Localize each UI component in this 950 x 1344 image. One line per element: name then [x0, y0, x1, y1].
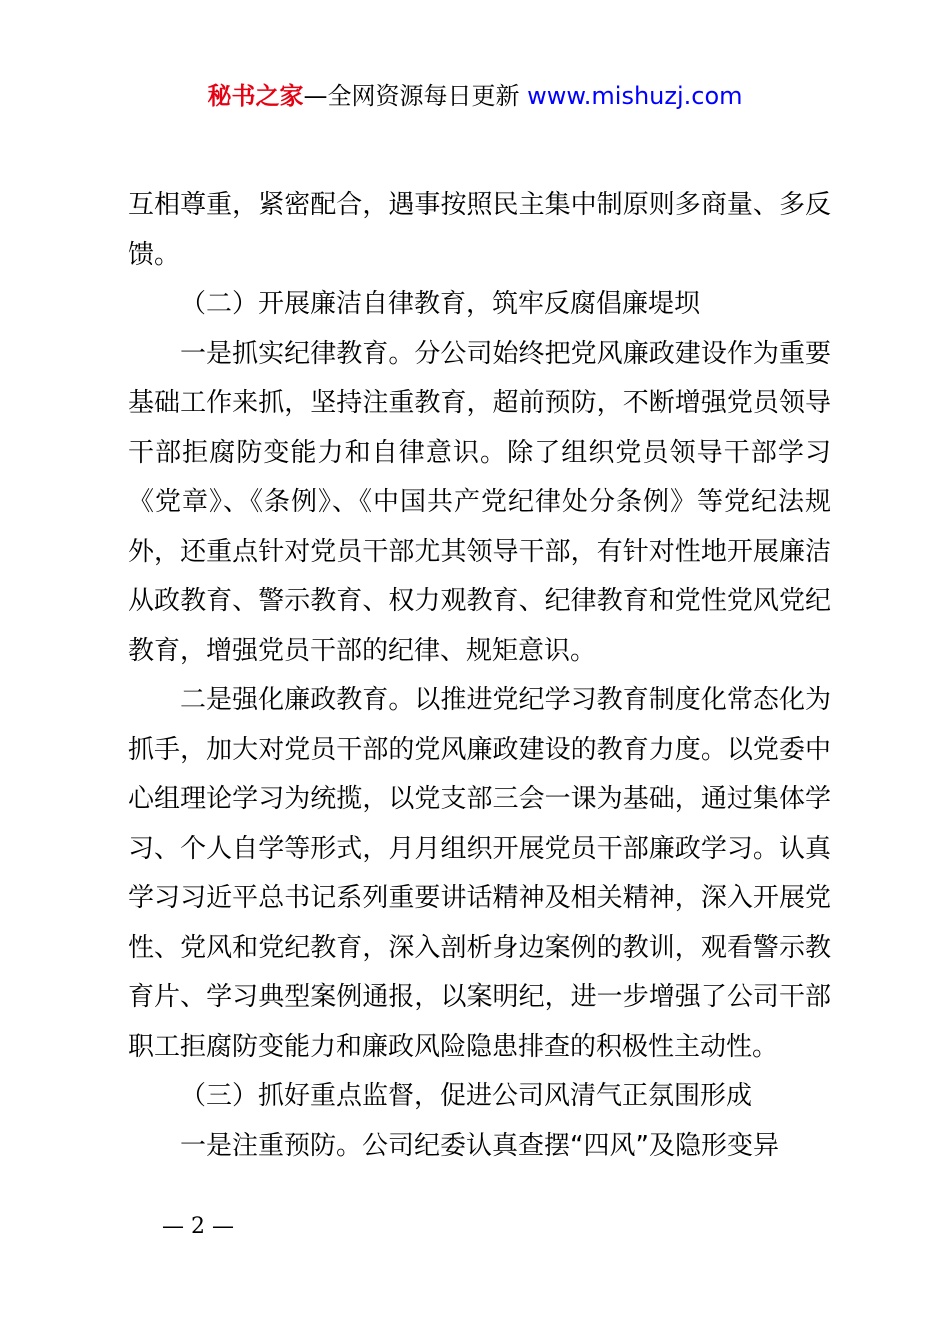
section-heading-2: （二）开展廉洁自律教育，筑牢反腐倡廉堤坝	[180, 289, 701, 319]
document-body	[128, 181, 831, 1171]
paragraph-prevention: 一是注重预防。公司纪委认真查摆“四风”及隐形变异	[180, 1130, 779, 1161]
site-brand-name: 秘书之家	[207, 82, 304, 110]
site-banner	[0, 80, 950, 112]
paragraph-integrity-education: 二是强化廉政教育。以推进党纪学习教育制度化常态化为抓手，加大对党员干部的党风廉政建设的教育力度。以党委中心组理论学习为统揽，以党支部三会一课为基础，通过集体学习、个人自学等形式，月月组织开展党员干部廉政学习。认真学习习近平总书记系列重要讲话精神及相关精神，深入开展党性、党风和党纪教育，深入剖析身边案例的教训，观看警示教育片、学习典型案例通报，以案明纪，进一步增强了公司干部职工拒腐防变能力和廉政风险隐患排查的积极性主动性。	[128, 685, 831, 1062]
paragraph-continuation: 互相尊重，紧密配合，遇事按照民主集中制原则多商量、多反馈。	[128, 190, 831, 270]
site-slogan: —全网资源每日更新	[303, 82, 520, 110]
section-heading-3: （三）抓好重点监督，促进公司风清气正氛围形成	[180, 1081, 753, 1111]
site-url-link[interactable]: www.mishuzj.com	[527, 82, 743, 110]
paragraph-discipline-education: 一是抓实纪律教育。分公司始终把党风廉政建设作为重要基础工作来抓，坚持注重教育，超前预防，不断增强党员领导干部拒腐防变能力和自律意识。除了组织党员领导干部学习《党章》、《条例》、《中国共产党纪律处分条例》等党纪法规外，还重点针对党员干部尤其领导干部，有针对性地开展廉洁从政教育、警示教育、权力观教育、纪律教育和党性党风党纪教育，增强党员干部的纪律、规矩意识。	[128, 338, 831, 666]
page-number: — 2 —	[162, 1214, 234, 1239]
